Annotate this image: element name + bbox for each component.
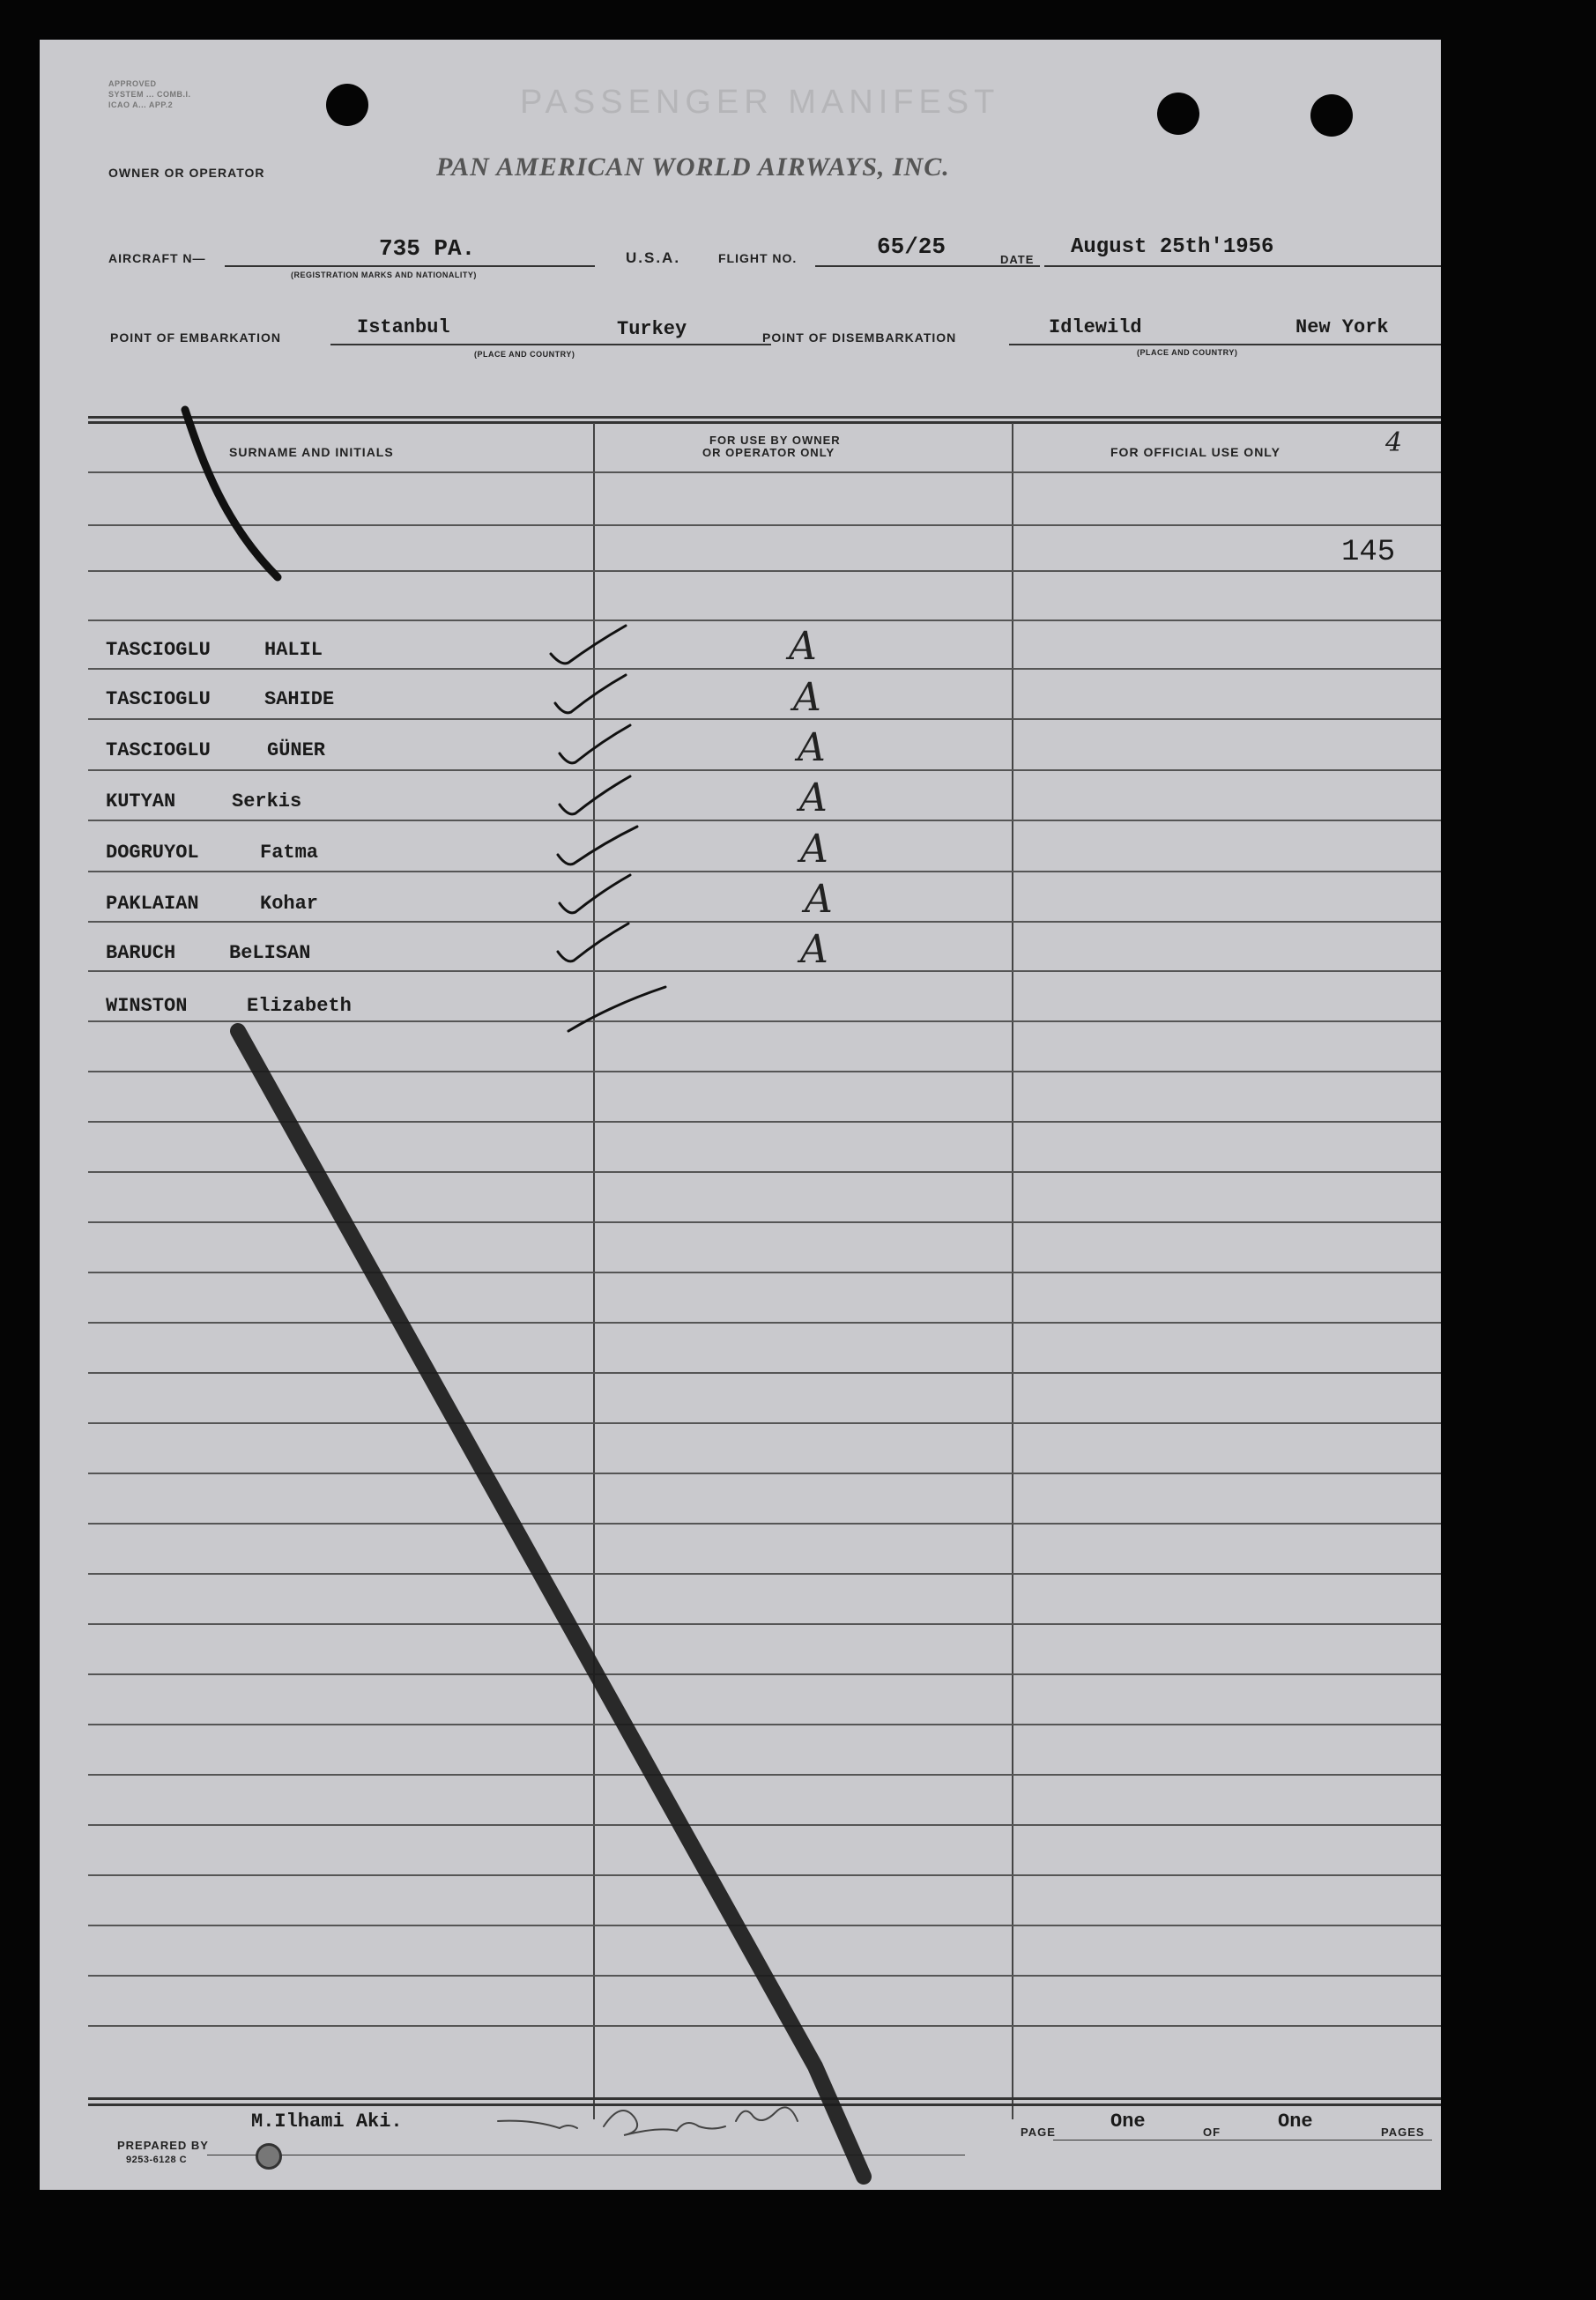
passenger-surname: WINSTON bbox=[106, 995, 188, 1017]
disembark-label: POINT OF DISEMBARKATION bbox=[762, 330, 957, 345]
usa-label: U.S.A. bbox=[626, 249, 681, 266]
passenger-status-mark: A bbox=[805, 877, 833, 922]
owner-label: OWNER OR OPERATOR bbox=[108, 166, 265, 180]
passenger-surname: DOGRUYOL bbox=[106, 842, 199, 864]
check-mark bbox=[560, 875, 630, 913]
passenger-surname: TASCIOGLU bbox=[106, 688, 211, 710]
passenger-status-mark: A bbox=[789, 624, 817, 669]
disembark-city: Idlewild bbox=[1049, 316, 1142, 338]
passenger-given-name: Elizabeth bbox=[247, 995, 352, 1017]
form-title: PASSENGER MANIFEST bbox=[520, 84, 1000, 121]
check-mark bbox=[555, 675, 626, 713]
date-label: DATE bbox=[1000, 253, 1035, 266]
check-mark bbox=[558, 827, 637, 864]
date-value: August 25th'1956 bbox=[1071, 235, 1274, 259]
signature bbox=[498, 2107, 798, 2135]
operator-name: PAN AMERICAN WORLD AIRWAYS, INC. bbox=[436, 152, 950, 182]
passenger-given-name: Serkis bbox=[232, 790, 302, 812]
col-surname-header: SURNAME AND INITIALS bbox=[229, 445, 394, 459]
official-number: 145 bbox=[1341, 536, 1396, 569]
passenger-status-mark: A bbox=[798, 725, 826, 770]
embark-country: Turkey bbox=[617, 318, 687, 340]
of-label: OF bbox=[1203, 2126, 1221, 2139]
registration-caption: (REGISTRATION MARKS AND NATIONALITY) bbox=[291, 271, 477, 279]
aircraft-label: AIRCRAFT N— bbox=[108, 251, 206, 265]
check-mark bbox=[568, 987, 665, 1031]
embark-city: Istanbul bbox=[357, 316, 450, 338]
col-owner-header-1: FOR USE BY OWNER bbox=[709, 434, 841, 447]
approval-line: APPROVED bbox=[108, 79, 157, 88]
page-label: PAGE bbox=[1021, 2126, 1056, 2139]
embark-label: POINT OF EMBARKATION bbox=[110, 330, 281, 345]
form-number: 9253-6128 C bbox=[126, 2155, 188, 2165]
check-mark bbox=[558, 924, 628, 961]
passenger-given-name: HALIL bbox=[264, 639, 323, 661]
corner-mark: 4 bbox=[1385, 427, 1403, 458]
page-count: One bbox=[1278, 2111, 1313, 2133]
passenger-status-mark: A bbox=[800, 827, 828, 872]
passenger-given-name: GÜNER bbox=[267, 739, 326, 761]
check-mark bbox=[560, 776, 630, 814]
passenger-surname: TASCIOGLU bbox=[106, 639, 211, 661]
aircraft-value: 735 PA. bbox=[379, 235, 476, 262]
page-number: One bbox=[1110, 2111, 1146, 2133]
passenger-status-mark: A bbox=[799, 775, 828, 820]
col-official-header: FOR OFFICIAL USE ONLY bbox=[1110, 445, 1281, 459]
approval-line: SYSTEM ... COMB.I. bbox=[108, 90, 191, 99]
diagonal-strike-mark bbox=[185, 410, 278, 577]
disembark-place-caption: (PLACE AND COUNTRY) bbox=[1137, 348, 1238, 357]
disembark-state: New York bbox=[1295, 316, 1389, 338]
prepared-by-label: PREPARED BY bbox=[117, 2139, 209, 2152]
check-mark bbox=[551, 626, 626, 664]
passenger-surname: KUTYAN bbox=[106, 790, 176, 812]
passenger-surname: TASCIOGLU bbox=[106, 739, 211, 761]
handwriting-layer bbox=[40, 40, 1441, 2190]
passenger-given-name: BeLISAN bbox=[229, 942, 311, 964]
passenger-given-name: Fatma bbox=[260, 842, 319, 864]
col-owner-header-2: OR OPERATOR ONLY bbox=[702, 446, 835, 459]
passenger-status-mark: A bbox=[800, 927, 828, 972]
diagonal-strike-mark bbox=[238, 1031, 864, 2177]
passenger-status-mark: A bbox=[793, 675, 821, 720]
passenger-given-name: SAHIDE bbox=[264, 688, 335, 710]
passenger-surname: BARUCH bbox=[106, 942, 176, 964]
pages-label: PAGES bbox=[1381, 2126, 1425, 2139]
passenger-given-name: Kohar bbox=[260, 893, 319, 915]
flight-number: 65/25 bbox=[877, 234, 946, 260]
approval-line: ICAO A... APP.2 bbox=[108, 100, 174, 109]
embark-place-caption: (PLACE AND COUNTRY) bbox=[474, 350, 575, 359]
flight-label: FLIGHT NO. bbox=[718, 251, 798, 265]
passenger-surname: PAKLAIAN bbox=[106, 893, 199, 915]
check-mark bbox=[560, 725, 630, 763]
prepared-by-name: M.Ilhami Aki. bbox=[251, 2111, 403, 2133]
manifest-sheet bbox=[40, 40, 1441, 2190]
